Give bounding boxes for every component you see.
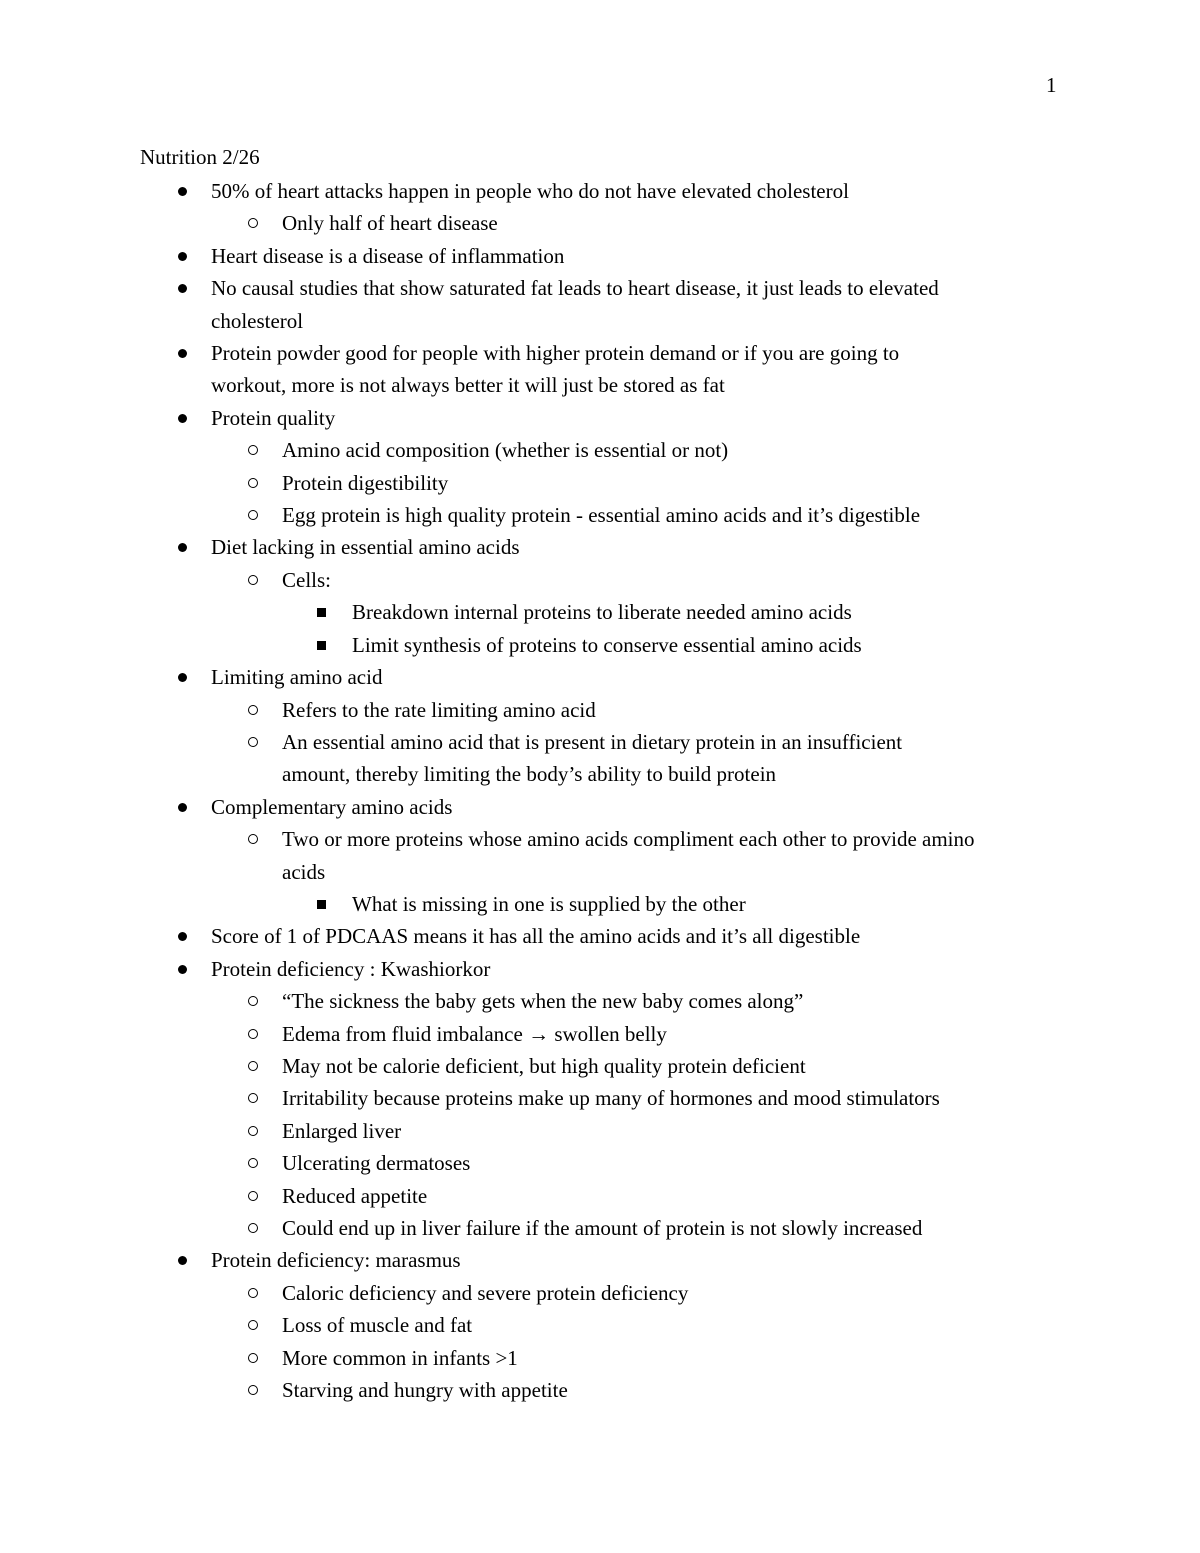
- bullet-dot-icon: [178, 284, 187, 293]
- bullet-circle-icon: [248, 1061, 258, 1071]
- list-item: [0, 1244, 1200, 1276]
- bullet-dot-icon: [178, 349, 187, 358]
- bullet-circle-icon: [248, 1353, 258, 1363]
- list-item-text: Complementary amino acids: [211, 794, 453, 819]
- bullet-dot-icon: [178, 965, 187, 974]
- list-item-text: Refers to the rate limiting amino acid: [282, 697, 596, 722]
- list-item: [0, 1342, 1200, 1374]
- list-item-text: Diet lacking in essential amino acids: [211, 535, 520, 560]
- bullet-dot-icon: [178, 803, 187, 812]
- bullet-circle-icon: [248, 737, 258, 747]
- list-item: [0, 434, 1200, 466]
- bullet-dot-icon: [178, 187, 187, 196]
- list-item: [0, 207, 1200, 239]
- bullet-circle-icon: [248, 996, 258, 1006]
- bullet-circle-icon: [248, 1093, 258, 1103]
- list-item-text: Edema from fluid imbalance → swollen belly: [282, 1021, 667, 1046]
- list-item-text: Breakdown internal proteins to liberate needed amino acids: [352, 600, 852, 625]
- bullet-circle-icon: [248, 705, 258, 715]
- list-item: [0, 985, 1200, 1017]
- list-item-text-continued: acids: [282, 859, 326, 884]
- list-item: [0, 499, 1200, 531]
- list-item: [0, 920, 1200, 952]
- bullet-dot-icon: [178, 414, 187, 423]
- list-item: [0, 1082, 1200, 1114]
- list-item: [0, 1212, 1200, 1244]
- list-item-text: Egg protein is high quality protein - essential amino acids and it’s digestible: [282, 503, 921, 528]
- list-item: [0, 272, 1200, 337]
- bullet-circle-icon: [248, 1385, 258, 1395]
- list-item-text: Protein deficiency : Kwashiorkor: [211, 956, 491, 981]
- list-item: [0, 337, 1200, 402]
- list-item-text-continued: workout, more is not always better it will just be stored as fat: [211, 373, 725, 398]
- list-item: [0, 402, 1200, 434]
- page-number: 1: [1046, 73, 1057, 97]
- list-item: [0, 726, 1200, 791]
- list-item-text: Starving and hungry with appetite: [282, 1378, 568, 1403]
- list-item-text: Only half of heart disease: [282, 211, 498, 236]
- notes-list: [0, 175, 1200, 1406]
- list-item-text: Protein powder good for people with higher protein demand or if you are going to: [211, 341, 900, 366]
- bullet-circle-icon: [248, 575, 258, 585]
- bullet-circle-icon: [248, 1223, 258, 1233]
- bullet-circle-icon: [248, 445, 258, 455]
- bullet-circle-icon: [248, 834, 258, 844]
- list-item-text: May not be calorie deficient, but high quality protein deficient: [282, 1053, 806, 1078]
- list-item-text-continued: amount, thereby limiting the body’s ability to build protein: [282, 762, 777, 787]
- list-item: [0, 1147, 1200, 1179]
- list-item: [0, 661, 1200, 693]
- bullet-circle-icon: [248, 510, 258, 520]
- list-item-text: What is missing in one is supplied by the other: [352, 891, 746, 916]
- list-item-text: 50% of heart attacks happen in people who do not have elevated cholesterol: [211, 179, 849, 203]
- list-item-text: Reduced appetite: [282, 1183, 428, 1208]
- list-item-text: Caloric deficiency and severe protein deficiency: [282, 1280, 689, 1305]
- bullet-dot-icon: [178, 932, 187, 941]
- list-item: [0, 1050, 1200, 1082]
- bullet-square-icon: [317, 608, 326, 617]
- list-item: [0, 791, 1200, 823]
- list-item-text: Ulcerating dermatoses: [282, 1151, 471, 1176]
- list-item-text: Protein deficiency: marasmus: [211, 1248, 461, 1273]
- bullet-dot-icon: [178, 1256, 187, 1265]
- list-item-text: More common in infants >1: [282, 1345, 518, 1370]
- list-item-text: Irritability because proteins make up many of hormones and mood stimulators: [282, 1086, 940, 1111]
- list-item-text-continued: cholesterol: [211, 308, 304, 333]
- bullet-circle-icon: [248, 1191, 258, 1201]
- bullet-square-icon: [317, 900, 326, 909]
- list-item-text: “The sickness the baby gets when the new baby comes along”: [282, 989, 804, 1014]
- bullet-circle-icon: [248, 1126, 258, 1136]
- document-title: Nutrition 2/26: [140, 145, 260, 169]
- list-item-text: Loss of muscle and fat: [282, 1313, 473, 1338]
- list-item: [0, 823, 1200, 888]
- list-item-text: Protein digestibility: [282, 470, 449, 495]
- list-item: [0, 888, 1200, 920]
- list-item: [0, 1374, 1200, 1406]
- list-item-text: An essential amino acid that is present in dietary protein in an insufficient: [282, 729, 903, 754]
- list-item: [0, 564, 1200, 596]
- list-item: [0, 467, 1200, 499]
- list-item-text: Enlarged liver: [282, 1118, 402, 1143]
- list-item-text: Two or more proteins whose amino acids compliment each other to provide amino: [282, 827, 975, 852]
- list-item: [0, 953, 1200, 985]
- bullet-circle-icon: [248, 1029, 258, 1039]
- list-item: [0, 175, 1200, 207]
- list-item: [0, 1115, 1200, 1147]
- bullet-dot-icon: [178, 252, 187, 261]
- list-item-text: Could end up in liver failure if the amount of protein is not slowly increased: [282, 1216, 923, 1240]
- list-item-text: Cells:: [282, 567, 332, 592]
- list-item-text: Limiting amino acid: [211, 665, 383, 690]
- list-item-text: No causal studies that show saturated fat leads to heart disease, it just leads to elevated: [211, 276, 939, 301]
- bullet-circle-icon: [248, 1158, 258, 1168]
- bullet-circle-icon: [248, 1320, 258, 1330]
- list-item: [0, 629, 1200, 661]
- list-item: [0, 1277, 1200, 1309]
- list-item-text: Heart disease is a disease of inflammation: [211, 243, 565, 268]
- bullet-square-icon: [317, 641, 326, 650]
- list-item: [0, 596, 1200, 628]
- bullet-circle-icon: [248, 218, 258, 228]
- bullet-circle-icon: [248, 1288, 258, 1298]
- bullet-circle-icon: [248, 478, 258, 488]
- list-item: [0, 240, 1200, 272]
- list-item-text: Amino acid composition (whether is essential or not): [282, 438, 729, 463]
- bullet-dot-icon: [178, 673, 187, 682]
- bullet-dot-icon: [178, 543, 187, 552]
- list-item: [0, 1309, 1200, 1341]
- list-item: [0, 1180, 1200, 1212]
- list-item: [0, 1018, 1200, 1050]
- list-item: [0, 531, 1200, 563]
- list-item-text: Protein quality: [211, 405, 336, 430]
- list-item-text: Score of 1 of PDCAAS means it has all the amino acids and it’s all digestible: [211, 924, 861, 949]
- list-item-text: Limit synthesis of proteins to conserve essential amino acids: [352, 632, 862, 657]
- list-item: [0, 694, 1200, 726]
